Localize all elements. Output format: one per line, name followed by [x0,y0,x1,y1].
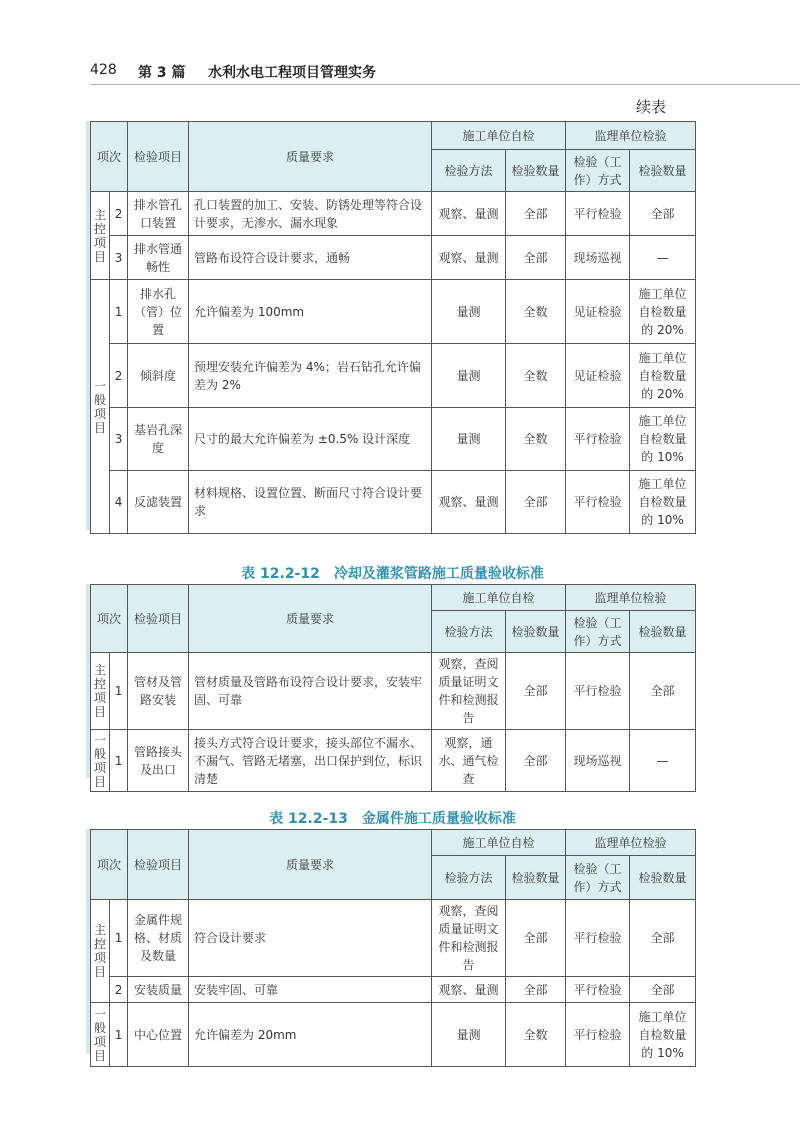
header-supervision-check: 监理单位检验 [566,122,696,150]
table-row [91,236,696,280]
cell-req: 允许偏差为 20mm [189,1003,432,1067]
cell-item: 反滤装置 [128,471,189,534]
cell-req: 材料规格、设置位置、断面尺寸符合设计要求 [189,471,432,534]
cell-no: 3 [110,408,128,471]
header-item-order: 项次 [91,122,128,192]
cell-item: 倾斜度 [128,344,189,408]
table-row [91,730,696,792]
header-quality-requirement: 质量要求 [189,585,432,653]
cell-item: 排水孔（管）位置 [128,280,189,344]
header-item-order: 项次 [91,585,128,653]
cell-req: 符合设计要求 [189,900,432,977]
header-quality-requirement: 质量要求 [189,122,432,192]
header-check-quantity: 检验数量 [506,611,566,653]
cell-req: 孔口装置的加工、安装、防锈处理等符合设计要求，无渗水、漏水现象 [189,192,432,236]
cell-item: 管材及管路安装 [128,653,189,730]
header-check-item: 检验项目 [128,585,189,653]
cell-mode: 平行检验 [566,900,630,977]
header-check-quantity2: 检验数量 [630,150,696,192]
cell-method: 量测 [432,280,506,344]
table-row [91,900,696,977]
header-check-quantity: 检验数量 [506,150,566,192]
header-supervision-check: 监理单位检验 [566,585,696,611]
table-row [91,408,696,471]
cell-method: 观察、量测 [432,471,506,534]
cell-no: 2 [110,977,128,1003]
cell-req: 管材质量及管路布设符合设计要求，安装牢固、可靠 [189,653,432,730]
cell-item: 基岩孔深度 [128,408,189,471]
cell-no: 1 [110,280,128,344]
header-check-item: 检验项目 [128,122,189,192]
cell-mode: 现场巡视 [566,236,630,280]
table-row [91,280,696,344]
cell-mode: 见证检验 [566,280,630,344]
cell-mode: 现场巡视 [566,730,630,792]
cell-qty: 全部 [506,471,566,534]
cell-req: 允许偏差为 100mm [189,280,432,344]
header-check-quantity2: 检验数量 [630,856,696,900]
cell-mode: 平行检验 [566,192,630,236]
cell-qty2: 施工单位自检数量的 20% [630,344,696,408]
cell-item: 安装质量 [128,977,189,1003]
category-general: 一般项目 [91,1003,110,1067]
cell-no: 1 [110,900,128,977]
cell-qty2: 全部 [630,977,696,1003]
header-construction-self-check: 施工单位自检 [432,122,566,150]
category-general: 一般项目 [91,280,110,534]
cell-qty2: 施工单位自检数量的 10% [630,408,696,471]
table-row [91,471,696,534]
header-check-method: 检验方法 [432,150,506,192]
cell-req: 接头方式符合设计要求，接头部位不漏水、不漏气、管路无堵塞，出口保护到位，标识清楚 [189,730,432,792]
cell-mode: 平行检验 [566,653,630,730]
cell-qty: 全部 [506,236,566,280]
cell-qty: 全部 [506,900,566,977]
cell-no: 4 [110,471,128,534]
cell-no: 3 [110,236,128,280]
header-check-quantity2: 检验数量 [630,611,696,653]
table-continued [90,121,696,534]
cell-qty2: 全部 [630,900,696,977]
cell-req: 预埋安装允许偏差为 4%；岩石钻孔允许偏差为 2% [189,344,432,408]
cell-mode: 平行检验 [566,471,630,534]
cell-mode: 见证检验 [566,344,630,408]
cell-mode: 平行检验 [566,977,630,1003]
cell-method: 量测 [432,1003,506,1067]
category-general: 一般项目 [91,730,110,792]
cell-item: 排水管孔口装置 [128,192,189,236]
cell-qty: 全部 [506,730,566,792]
cell-qty2: 施工单位自检数量的 20% [630,280,696,344]
cell-no: 1 [110,653,128,730]
header-check-method: 检验方法 [432,611,506,653]
page-header [90,62,790,84]
cell-qty: 全部 [506,192,566,236]
header-check-method: 检验方法 [432,856,506,900]
cell-qty2: — [630,730,696,792]
page-number: 428 [90,62,117,78]
cell-method: 观察、量测 [432,236,506,280]
header-quality-requirement: 质量要求 [189,830,432,900]
category-main: 主控项目 [91,900,110,1003]
cell-req: 尺寸的最大允许偏差为 ±0.5% 设计深度 [189,408,432,471]
cell-item: 中心位置 [128,1003,189,1067]
table-row [91,192,696,236]
table-12-caption: 表 12.2-12 冷却及灌浆管路施工质量验收标准 [241,566,544,582]
table-row [91,977,696,1003]
cell-item: 排水管通畅性 [128,236,189,280]
cell-req: 管路布设符合设计要求，通畅 [189,236,432,280]
cell-method: 观察、量测 [432,192,506,236]
cell-qty: 全部 [506,653,566,730]
header-check-mode: 检验（工作）方式 [566,150,630,192]
header-check-mode: 检验（工作）方式 [566,611,630,653]
cell-method: 量测 [432,344,506,408]
cell-no: 2 [110,192,128,236]
table-13-caption: 表 12.2-13 金属件施工质量验收标准 [269,811,516,827]
cell-mode: 平行检验 [566,1003,630,1067]
cell-mode: 平行检验 [566,408,630,471]
header-rule [90,84,800,85]
cell-qty: 全数 [506,280,566,344]
cell-method: 观察、量测 [432,977,506,1003]
header-construction-self-check: 施工单位自检 [432,830,566,856]
cell-req: 安装牢固、可靠 [189,977,432,1003]
table-12 [90,584,696,792]
book-title: 水利水电工程项目管理实务 [208,65,376,81]
header-check-mode: 检验（工作）方式 [566,856,630,900]
header-check-item: 检验项目 [128,830,189,900]
header-check-quantity: 检验数量 [506,856,566,900]
table-13 [90,829,696,1067]
header-item-order: 项次 [91,830,128,900]
cell-item: 金属件规格、材质及数量 [128,900,189,977]
cell-item: 管路接头及出口 [128,730,189,792]
category-main: 主控项目 [91,192,110,280]
header-construction-self-check: 施工单位自检 [432,585,566,611]
part-label: 第 3 篇 [138,65,186,81]
cell-qty2: — [630,236,696,280]
cell-method: 观察，查阅质量证明文件和检测报告 [432,653,506,730]
cell-no: 1 [110,1003,128,1067]
cell-qty: 全部 [506,977,566,1003]
cell-no: 1 [110,730,128,792]
table-row [91,1003,696,1067]
header-supervision-check: 监理单位检验 [566,830,696,856]
cell-qty2: 全部 [630,653,696,730]
cell-qty: 全数 [506,408,566,471]
cell-method: 量测 [432,408,506,471]
cell-method: 观察，通水、通气检查 [432,730,506,792]
cell-method: 观察，查阅质量证明文件和检测报告 [432,900,506,977]
cell-qty2: 施工单位自检数量的 10% [630,471,696,534]
table-row [91,344,696,408]
cell-qty: 全数 [506,344,566,408]
category-main: 主控项目 [91,653,110,730]
table-row [91,653,696,730]
continued-label: 续表 [636,98,667,116]
cell-qty2: 全部 [630,192,696,236]
cell-qty2: 施工单位自检数量的 10% [630,1003,696,1067]
cell-no: 2 [110,344,128,408]
cell-qty: 全数 [506,1003,566,1067]
